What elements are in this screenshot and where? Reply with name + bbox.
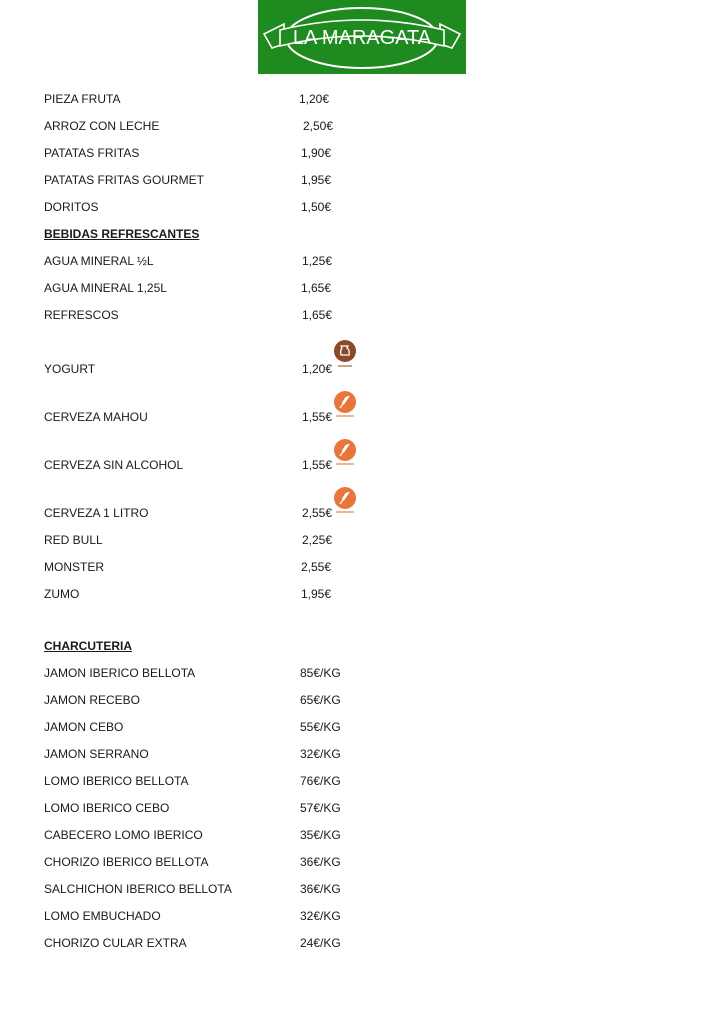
item-name: AGUA MINERAL ½L <box>44 254 154 268</box>
item-price: 36€/KG <box>300 855 341 869</box>
item-price: 65€/KG <box>300 693 341 707</box>
item-name: RED BULL <box>44 533 103 547</box>
item-price: 57€/KG <box>300 801 341 815</box>
brand-logo <box>258 0 466 74</box>
item-price: 85€/KG <box>300 666 341 680</box>
item-name: SALCHICHON IBERICO BELLOTA <box>44 882 232 896</box>
item-price: 1,95€ <box>301 587 332 601</box>
item-name: LOMO EMBUCHADO <box>44 909 161 923</box>
item-name: PIEZA FRUTA <box>44 92 121 106</box>
logo-text: LA MARAGATA <box>292 27 432 49</box>
item-name: LOMO IBERICO BELLOTA <box>44 774 189 788</box>
item-price: 2,50€ <box>303 119 334 133</box>
wheat-icon <box>333 439 357 469</box>
item-price: 1,25€ <box>302 254 333 268</box>
item-name: AGUA MINERAL 1,25L <box>44 281 167 295</box>
item-name: YOGURT <box>44 362 96 376</box>
item-price: 1,90€ <box>301 146 332 160</box>
item-price: 2,25€ <box>302 533 333 547</box>
item-name: JAMON RECEBO <box>44 693 141 707</box>
item-name: LOMO IBERICO CEBO <box>44 801 170 815</box>
item-price: 35€/KG <box>300 828 341 842</box>
item-name: CABECERO LOMO IBERICO <box>44 828 203 842</box>
item-name: MONSTER <box>44 560 104 574</box>
item-price: 1,20€ <box>302 362 333 376</box>
item-price: 1,55€ <box>302 410 333 424</box>
item-price: 1,65€ <box>302 308 333 322</box>
item-price: 1,65€ <box>301 281 332 295</box>
item-price: 2,55€ <box>301 560 332 574</box>
item-name: CERVEZA SIN ALCOHOL <box>44 458 184 472</box>
item-price: 24€/KG <box>300 936 341 950</box>
item-name: ARROZ CON LECHE <box>44 119 160 133</box>
item-price: 1,20€ <box>299 92 330 106</box>
item-price: 2,55€ <box>302 506 333 520</box>
item-name: CERVEZA 1 LITRO <box>44 506 149 520</box>
section-heading-charcuteria: CHARCUTERIA <box>44 639 132 653</box>
item-price: 36€/KG <box>300 882 341 896</box>
item-price: 32€/KG <box>300 747 341 761</box>
milk-jug-icon <box>333 340 357 370</box>
item-price: 76€/KG <box>300 774 341 788</box>
item-name: JAMON SERRANO <box>44 747 149 761</box>
item-name: CERVEZA MAHOU <box>44 410 148 424</box>
item-price: 1,95€ <box>301 173 332 187</box>
item-name: PATATAS FRITAS <box>44 146 140 160</box>
item-price: 32€/KG <box>300 909 341 923</box>
section-heading-bebidas: BEBIDAS REFRESCANTES <box>44 227 200 241</box>
item-name: CHORIZO IBERICO BELLOTA <box>44 855 209 869</box>
item-price: 1,50€ <box>301 200 332 214</box>
item-name: REFRESCOS <box>44 308 119 322</box>
item-name: JAMON CEBO <box>44 720 124 734</box>
wheat-icon <box>333 487 357 517</box>
item-name: JAMON IBERICO BELLOTA <box>44 666 196 680</box>
item-name: ZUMO <box>44 587 80 601</box>
item-name: CHORIZO CULAR EXTRA <box>44 936 187 950</box>
item-price: 55€/KG <box>300 720 341 734</box>
item-price: 1,55€ <box>302 458 333 472</box>
item-name: PATATAS FRITAS GOURMET <box>44 173 205 187</box>
wheat-icon <box>333 391 357 421</box>
item-name: DORITOS <box>44 200 99 214</box>
